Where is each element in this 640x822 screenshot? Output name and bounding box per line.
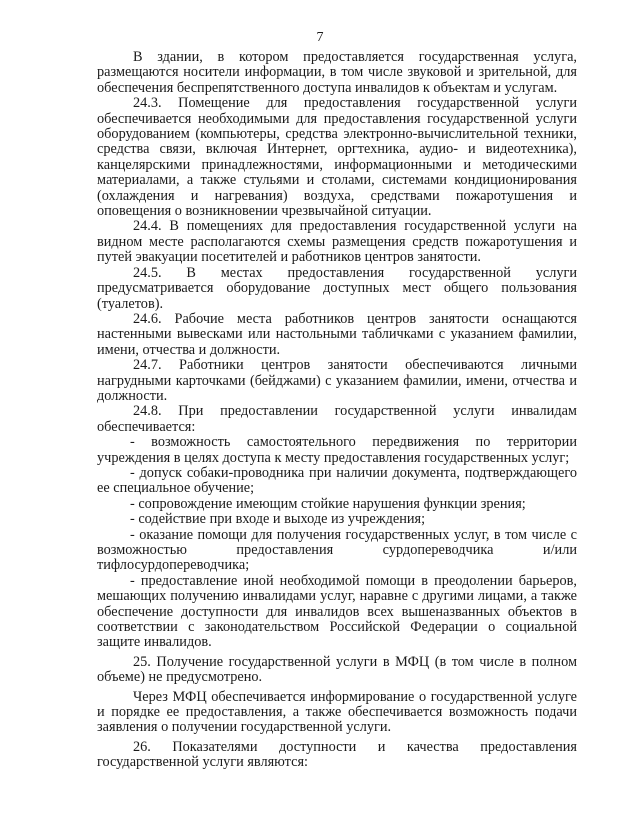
- list-item-escort: - сопровождение имеющим стойкие нарушения функции зрения;: [130, 495, 526, 512]
- list-item-sign-interpreter: - оказание помощи для получения государственных услуг, в том числе с возможностью предоставления сурдопереводчика и/или тифлосурдопереводчика;: [97, 526, 577, 574]
- paragraph-accessibility-info: В здании, в котором предоставляется государственная услуга, размещаются носители информации, в том числе звуковой и зрительной, для обеспечения беспрепятственного доступа инвалидов к объектам и услугам.: [97, 49, 577, 96]
- list-item-guide-dog: - допуск собаки-проводника при наличии документа, подтверждающего ее специальное обучение;: [97, 464, 577, 497]
- page-number: 7: [316, 30, 324, 45]
- paragraph-24-7: 24.7. Работники центров занятости обеспечиваются личными нагрудными карточками (бейджами) с указанием фамилии, имени, отчества и должности.: [97, 357, 577, 404]
- paragraph-24-5: 24.5. В местах предоставления государственной услуги предусматривается оборудование доступных мест общего пользования (туалетов).: [97, 264, 577, 312]
- paragraph-26: 26. Показателями доступности и качества предоставления государственной услуги являются:: [97, 738, 577, 771]
- paragraph-mfc-info: Через МФЦ обеспечивается информирование о государственной услуге и порядке ее предоставления, а также обеспечивается возможность подачи заявления о получении государственной услуги.: [97, 688, 577, 736]
- list-item-movement: - возможность самостоятельного передвижения по территории учреждения в целях доступа к месту предоставления государственных услуг;: [97, 434, 577, 466]
- document-body: [97, 50, 577, 771]
- paragraph-24-6: 24.6. Рабочие места работников центров занятости оснащаются настенными вывесками или настольными табличками с указанием фамилии, имени, отчества и должности.: [97, 310, 577, 358]
- paragraph-24-3: 24.3. Помещение для предоставления государственной услуги обеспечивается необходимыми для предоставления государственной услуги оборудованием (компьютеры, средства электронно-вычислительной техники, средства связи, включая Интернет, оргтехника, аудио- и видеотехника), канцелярскими принадлежностями, информационными и методическими материалами, а также стульями и столами, системами кондиционирования (охлаждения и нагревания) воздуха, средствами пожаротушения и оповещения о возникновении чрезвычайной ситуации.: [97, 95, 577, 220]
- paragraph-24-8: 24.8. При предоставлении государственной услуги инвалидам обеспечивается:: [97, 403, 577, 435]
- paragraph-24-4: 24.4. В помещениях для предоставления государственной услуги на видном месте располагаются схемы размещения средств пожаротушения и путей эвакуации посетителей и работников центров занятости.: [97, 218, 577, 266]
- paragraph-25: 25. Получение государственной услуги в МФЦ (в том числе в полном объеме) не предусмотрено.: [97, 653, 577, 686]
- list-item-entry-exit: - содействие при входе и выходе из учреждения;: [130, 511, 426, 528]
- list-item-other-help: - предоставление иной необходимой помощи в преодолении барьеров, мешающих получению инвалидами услуг, наравне с другими лицами, а также обеспечение доступности для инвалидов всех вышеназванных объектов в соответствии с законодательством Российской Федерации о социальной защите инвалидов.: [97, 572, 577, 651]
